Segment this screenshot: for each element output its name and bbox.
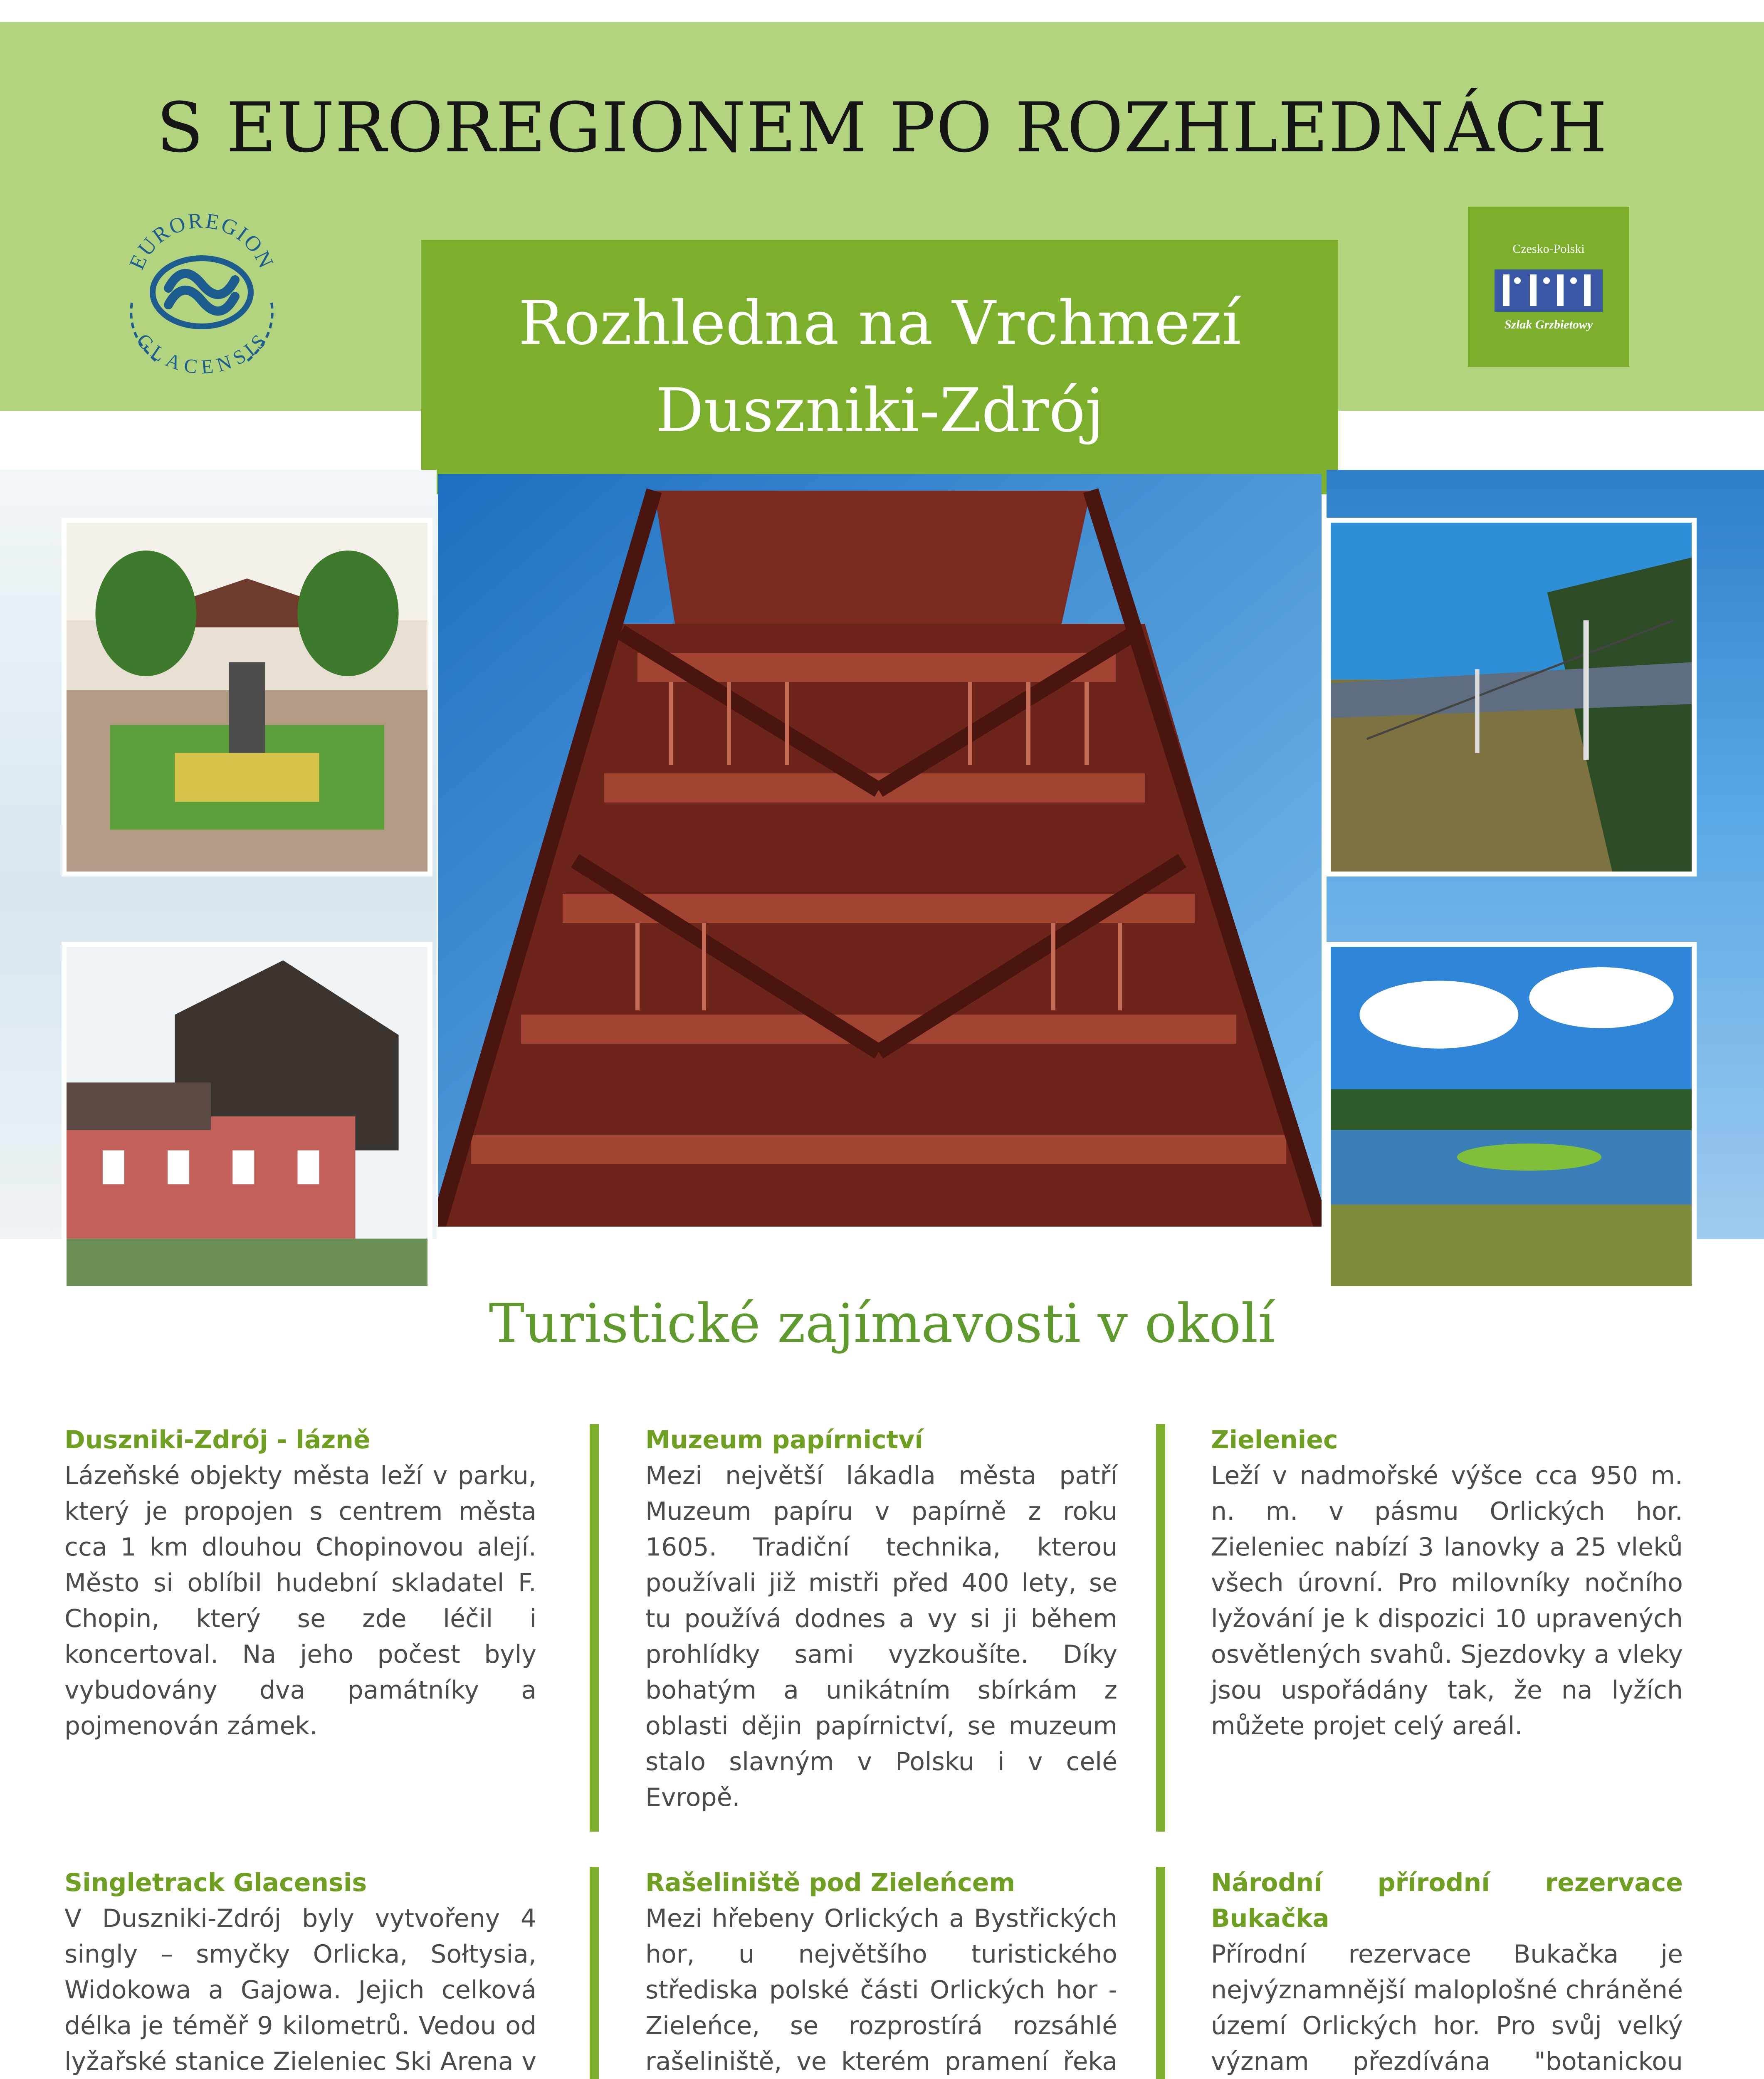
- attraction-title: Národní přírodní rezervace Bukačka: [1211, 1868, 1683, 1933]
- attraction-peat-bog: [645, 1865, 1117, 2079]
- svg-text:EUROREGION: [125, 209, 278, 273]
- title-box: [421, 240, 1338, 494]
- svg-text:GLACENSIS: [132, 329, 272, 378]
- attraction-text: Mezi největší lákadla města patří Muzeum papíru v papírně z roku 1605. Tradiční technika, kterou používali již mistři před 400 lety, se tu používá dodnes a vy si ji během prohlídky sami vyzkoušíte. Díky bohatým a unikátním sbírkám z oblasti dějin papírnictví, se muzeum stalo slavným v Polsku i v celé Evropě.: [645, 1461, 1117, 1812]
- column-divider: [1156, 1424, 1165, 1832]
- attraction-bukacka-reserve: [1211, 1865, 1683, 2079]
- peat-bog-photo: [1326, 942, 1697, 1291]
- euroregion-glacensis-logo: [110, 199, 293, 382]
- logo-text-bottom: GLACENSIS: [132, 329, 272, 378]
- attraction-title: Muzeum papírnictví: [645, 1425, 923, 1454]
- logo-brand-text: Szlak Grzbietowy: [1504, 317, 1593, 331]
- attraction-duszniki-spa: [64, 1422, 536, 1744]
- spa-park-photo: [62, 518, 432, 877]
- town-name: Duszniki-Zdrój: [655, 375, 1104, 446]
- tower-name: Rozhledna na Vrchmezí: [518, 288, 1241, 358]
- attraction-text: V Duszniki-Zdrój byly vytvořeny 4 singly – smyčky Orlicka, Sołtysia, Widokowa a Gajowa. Jejich celková délka je téměř 9 kilometrů. Vedou od lyžařské stanice Zieleniec Ski Arena v: [64, 1904, 536, 2076]
- column-divider: [1156, 1867, 1165, 2079]
- main-tower-photo: [438, 474, 1322, 1227]
- logo-text-top: EUROREGION: [125, 209, 279, 273]
- attraction-title: Zieleniec: [1211, 1425, 1338, 1454]
- attraction-title: Rašeliniště pod Zieleńcem: [645, 1868, 1015, 1897]
- attraction-paper-museum: [645, 1422, 1117, 1815]
- attraction-text: Leží v nadmořské výšce cca 950 m. n. m. v pásmu Orlických hor. Zieleniec nabízí 3 lanovky a 25 vleků všech úrovní. Pro milovníky nočního lyžování je k dispozici 10 upravených osvětlených svahů. Sjezdovky a vleky jsou uspořádány tak, že na lyžích můžete projet celý areál.: [1211, 1461, 1683, 1741]
- attraction-singletrack: [64, 1865, 536, 2079]
- logo-small-text: Czesko-Polski: [1512, 242, 1585, 256]
- zieleniec-ski-lift-photo: [1326, 518, 1697, 877]
- page-title: S EUROREGIONEM PO ROZHLEDNÁCH: [156, 88, 1608, 168]
- attraction-text: Mezi hřebeny Orlických a Bystřických hor, u největšího turistického střediska polské části Orlických hor - Zieleńce, se rozprostírá rozsáhlé rašeliniště, ve kterém pramení řeka: [645, 1904, 1117, 2076]
- attraction-title: Singletrack Glacensis: [64, 1868, 367, 1897]
- attraction-title: Duszniki-Zdrój - lázně: [64, 1425, 371, 1454]
- attraction-text: Lázeňské objekty města leží v parku, který je propojen s centrem města cca 1 km dlouhou Chopinovou alejí. Město si oblíbil hudební skladatel F. Chopin, který se zde léčil i koncertoval. Na jeho počest byly vybudovány dva památníky a pojmenován zámek.: [64, 1461, 536, 1741]
- attraction-zieleniec: [1211, 1422, 1683, 1744]
- column-divider: [590, 1867, 599, 2079]
- attraction-text: Přírodní rezervace Bukačka je nejvýznamnější maloplošné chráněné území Orlických hor. Pro svůj velký význam přezdívána "botanickou: [1211, 1940, 1683, 2076]
- hikers-icon: [1495, 262, 1603, 312]
- szlak-grzbietowy-logo: [1468, 207, 1629, 367]
- column-divider: [590, 1424, 599, 1832]
- section-heading: Turistické zajímavosti v okolí: [489, 1293, 1275, 1355]
- paper-museum-photo: [62, 942, 432, 1291]
